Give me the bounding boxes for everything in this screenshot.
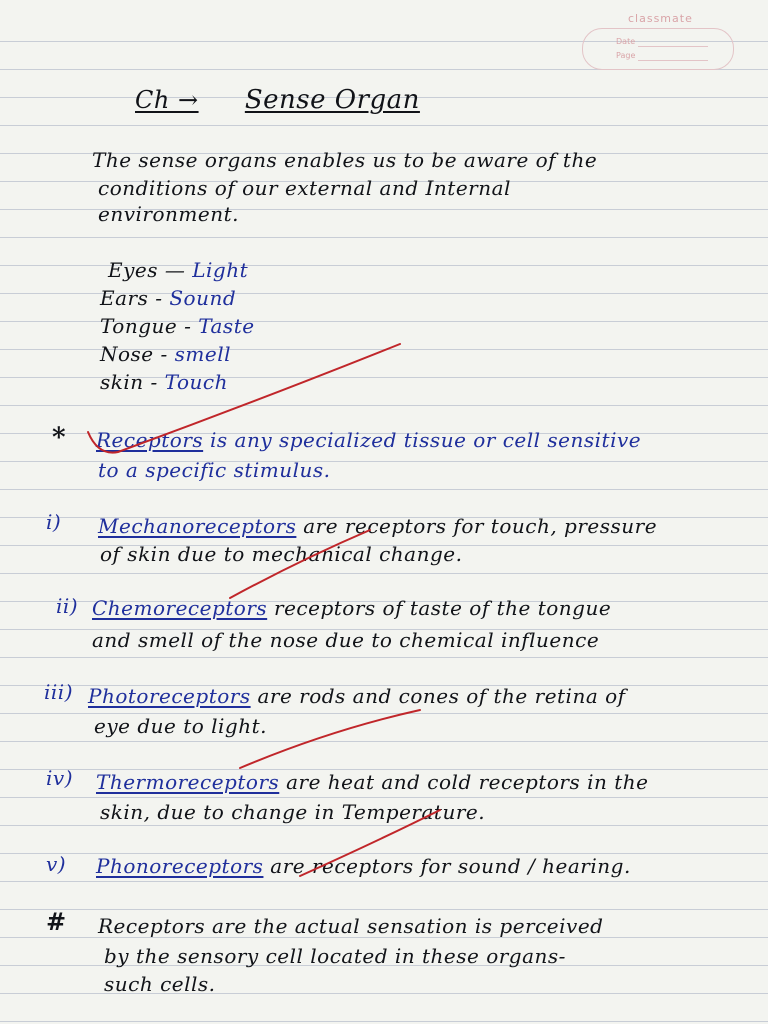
organ-sense: Light — [192, 258, 249, 282]
logo-brand: classmate — [628, 12, 693, 25]
page-label: Page — [616, 51, 636, 60]
organ-dash: - — [184, 314, 192, 338]
item-term: Thermoreceptors — [96, 770, 280, 794]
item-line-2: skin, due to change in Temperature. — [100, 800, 486, 824]
organ-sense: Sound — [169, 286, 237, 310]
item-line-1 — [88, 682, 626, 710]
organ-dash: - — [155, 286, 163, 310]
item-number: v) — [46, 852, 67, 876]
note-marker: # — [46, 907, 67, 936]
item-line-2: eye due to light. — [94, 714, 268, 738]
organ-name: Nose — [100, 342, 154, 366]
organ-row — [108, 256, 248, 284]
organ-name: Eyes — [108, 258, 158, 282]
title-text: Sense Organ — [244, 85, 420, 115]
organ-name: skin — [100, 370, 144, 394]
item-line-1 — [98, 512, 657, 540]
item-text: are receptors for sound / hearing. — [263, 854, 631, 878]
organ-row — [100, 368, 228, 396]
organ-row — [100, 340, 231, 368]
organ-sense: smell — [174, 342, 231, 366]
definition-term: Receptors — [96, 428, 204, 452]
title-prefix: Ch → — [135, 86, 199, 114]
organ-name: Tongue — [100, 314, 178, 338]
item-text: are receptors for touch, pressure — [296, 514, 658, 538]
item-term: Photoreceptors — [88, 684, 251, 708]
organ-row — [100, 312, 255, 340]
organ-sense: Touch — [164, 370, 228, 394]
intro-line-3: environment. — [98, 202, 239, 226]
organ-name: Ears — [100, 286, 149, 310]
item-number: iv) — [46, 766, 73, 790]
page-title — [135, 86, 420, 114]
organ-sense: Taste — [198, 314, 255, 338]
item-line-2: of skin due to mechanical change. — [100, 542, 463, 566]
item-line-2: and smell of the nose due to chemical influence — [92, 628, 600, 652]
item-term: Chemoreceptors — [92, 596, 268, 620]
organ-row — [100, 284, 236, 312]
page-field-line — [638, 60, 708, 61]
definition-text: is any specialized tissue or cell sensitive — [203, 428, 642, 452]
item-text: are rods and cones of the retina of — [250, 684, 626, 708]
date-field-line — [638, 46, 708, 47]
item-term: Phonoreceptors — [96, 854, 264, 878]
definition-line-1 — [96, 426, 641, 454]
note-line-2: by the sensory cell located in these organs- — [104, 944, 566, 968]
date-label: Date — [616, 37, 636, 46]
item-text: receptors of taste of the tongue — [267, 596, 612, 620]
note-line-3: such cells. — [104, 972, 216, 996]
classmate-logo — [578, 10, 738, 72]
definition-line-2: to a specific stimulus. — [98, 458, 331, 482]
item-term: Mechanoreceptors — [98, 514, 297, 538]
item-text: are heat and cold receptors in the — [279, 770, 649, 794]
organ-dash: - — [160, 342, 168, 366]
organ-dash: — — [164, 258, 186, 282]
item-number: iii) — [44, 680, 73, 704]
intro-line-1: The sense organs enables us to be aware of the — [92, 148, 598, 172]
item-line-1 — [92, 594, 611, 622]
item-number: i) — [46, 510, 62, 534]
definition-marker: * — [52, 423, 67, 453]
note-line-1: Receptors are the actual sensation is perceived — [98, 914, 604, 938]
intro-line-2: conditions of our external and Internal — [98, 176, 511, 200]
logo-frame — [582, 28, 734, 70]
item-line-1 — [96, 852, 631, 880]
organ-dash: - — [150, 370, 158, 394]
item-line-1 — [96, 768, 648, 796]
item-number: ii) — [56, 594, 79, 618]
